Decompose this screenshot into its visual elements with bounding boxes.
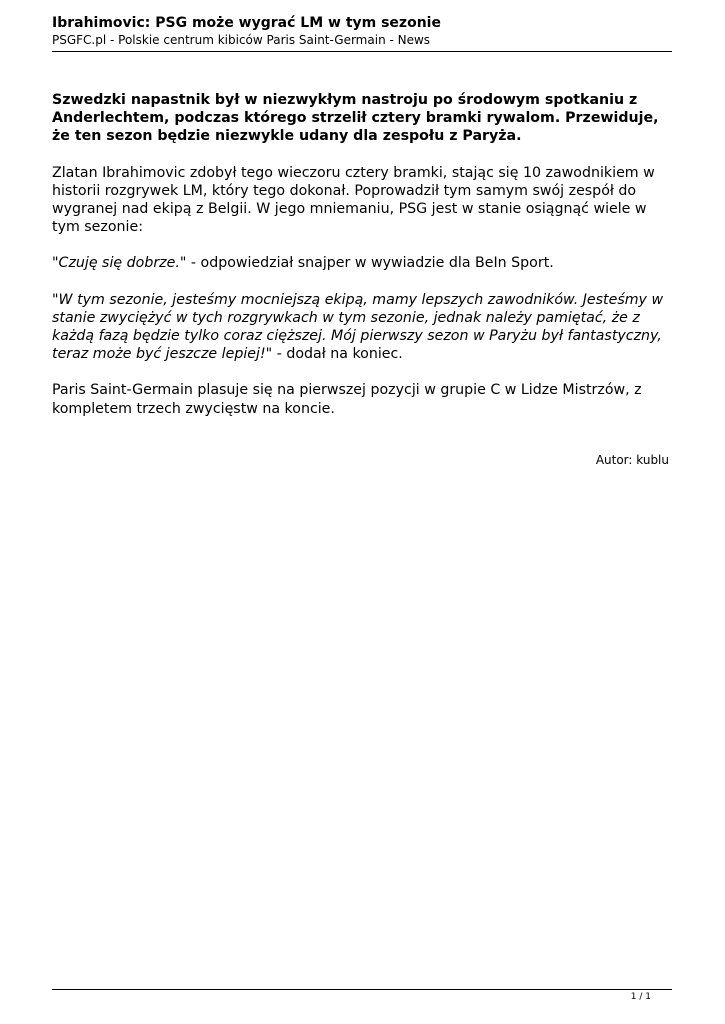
- quote-attribution: " - odpowiedział snajper w wywiadzie dla BeIn Sport.: [179, 255, 554, 272]
- quote-text: W tym sezonie, jesteśmy mocniejszą ekipą, mamy lepszych zawodników. Jesteśmy w stanie zwyciężyć w tych rozgrywkach w tym sezonie, jednak należy pamiętać, że z każdą fazą będzie tylko coraz cięższej. Mój pierwszy sezon w Paryżu był fantastyczny, teraz może być jeszcze lepiej!: [52, 291, 664, 363]
- footer-divider: [52, 989, 672, 990]
- page-header: [52, 14, 672, 48]
- paragraph-intro: Zlatan Ibrahimovic zdobył tego wieczoru cztery bramki, stając się 10 zawodnikiem w historii rozgrywek LM, który tego dokonał. Poprowadził tym samym swój zespół do wygranej nad ekipą z Belgii. W jego mniemaniu, PSG jest w stanie osiągnąć wiele w tym sezonie:: [52, 164, 655, 236]
- page-number: 1 / 1: [630, 992, 651, 1002]
- site-name: PSGFC.pl - Polskie centrum kibiców Paris Saint-Germain - News: [52, 33, 431, 47]
- article-title: Ibrahimovic: PSG może wygrać LM w tym sezonie: [52, 15, 441, 31]
- quote-text: Czuję się dobrze.: [58, 255, 180, 272]
- article-lead: Szwedzki napastnik był w niezwykłym nastroju po środowym spotkaniu z Anderlechtem, podczas którego strzelił cztery bramki rywalom. Przewiduje, że ten sezon będzie niezwykle udany dla zespołu z Paryża.: [52, 92, 659, 145]
- author-credit: Autor: kublu: [595, 453, 669, 467]
- quote-open-mark: ": [52, 291, 59, 308]
- quote-paragraph-2: [52, 291, 672, 364]
- article-body: [52, 91, 672, 418]
- paragraph-closing: Paris Saint-Germain plasuje się na pierwszej pozycji w grupie C w Lidze Mistrzów, z kompletem trzech zwycięstw na koncie.: [52, 382, 642, 417]
- quote-paragraph-1: [52, 254, 672, 272]
- header-divider: [52, 51, 672, 52]
- quote-attribution: " - dodał na koniec.: [265, 346, 403, 363]
- quote-open-mark: ": [52, 255, 59, 272]
